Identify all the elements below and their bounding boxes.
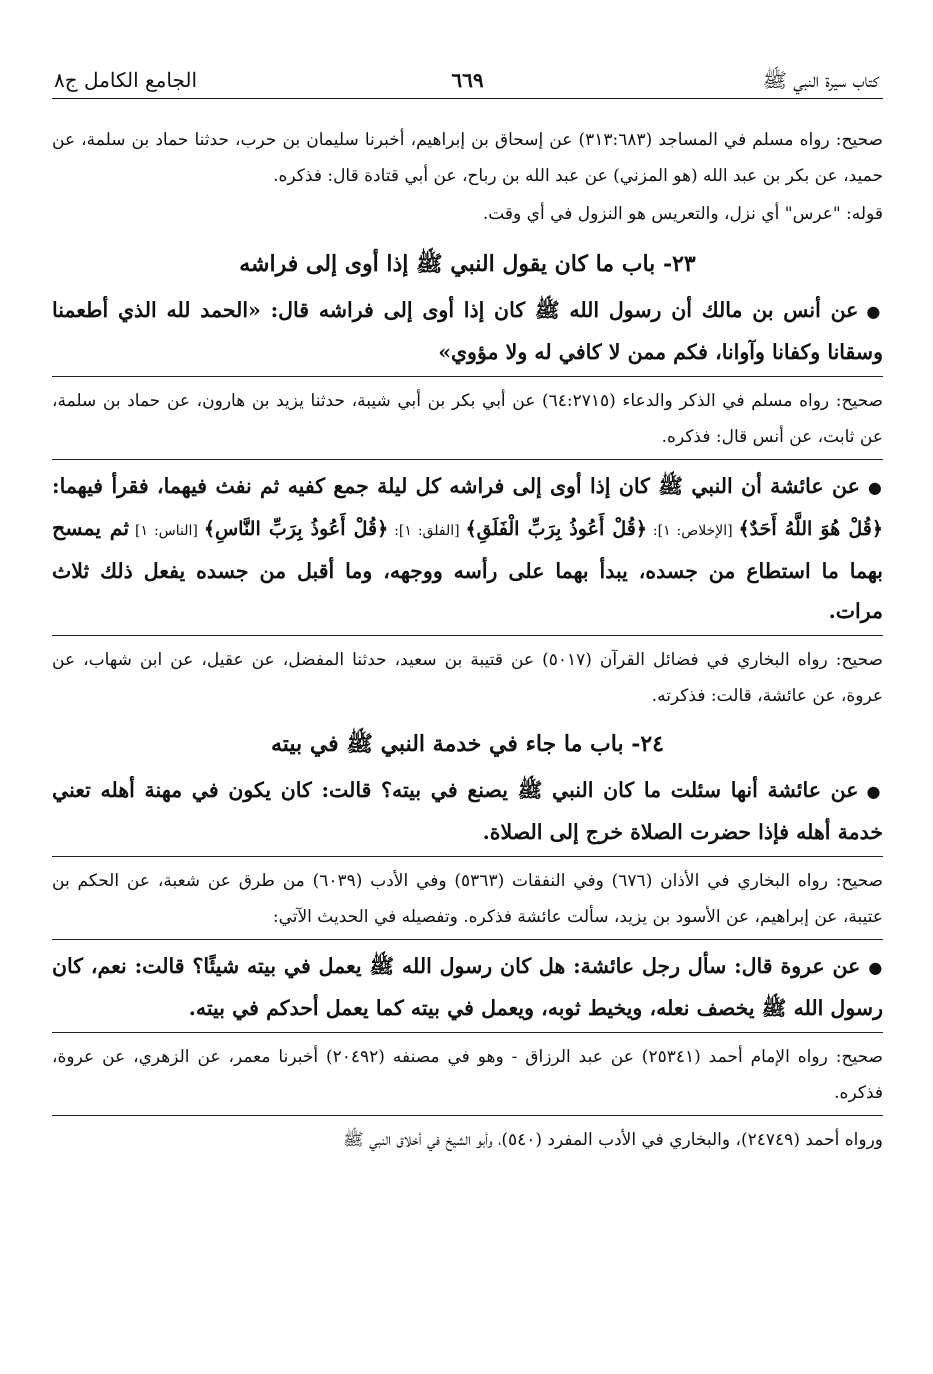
verse-reference: [الناس: ١] bbox=[129, 523, 204, 539]
verse-reference: [الفلق: ١]: bbox=[388, 523, 466, 539]
series-title: الجامع الكامل ج٨ bbox=[54, 68, 198, 92]
takhrij-note: صحيح: رواه الإمام أحمد (٢٥٣٤١) عن عبد الرزاق - وهو في مصنفه (٢٠٤٩٢) أخبرنا معمر، عن الزهري، عن عروة، فذكره. bbox=[52, 1047, 883, 1103]
running-header bbox=[52, 62, 883, 99]
separator-rule bbox=[52, 1032, 883, 1033]
separator-rule bbox=[52, 1115, 883, 1116]
quran-verse: ﴿قُلْ أَعُوذُ بِرَبِّ النَّاسِ﴾ bbox=[203, 518, 389, 540]
book-title: كتاب سيرة النبي ﷺ bbox=[762, 68, 879, 92]
hadith-body: عن عائشة أنها سئلت ما كان النبي ﷺ يصنع في بيته؟ قالت: كان يكون في مهنة أهله تعني خدمة أهله فإذا حضرت الصلاة خرج إلى الصلاة. bbox=[52, 778, 883, 844]
hadith-body: عن عروة قال: سأل رجل عائشة: هل كان رسول الله ﷺ يعمل في بيته شيئًا؟ قالت: نعم، كان رسول الله ﷺ يخصف نعله، ويخيط ثوبه، ويعمل في بيته كما يعمل أحدكم في بيته. bbox=[52, 954, 883, 1020]
hadith-body: عن أنس بن مالك أن رسول الله ﷺ كان إذا أوى إلى فراشه قال: «الحمد لله الذي أطعمنا وسقانا وكفانا وآوانا، فكم ممن لا كافي له ولا مؤوي» bbox=[52, 298, 883, 364]
bullet-icon: ● bbox=[867, 478, 883, 497]
page-content bbox=[52, 122, 883, 1158]
verse-reference: [الإخلاص: ١]: bbox=[646, 523, 739, 539]
quran-verse: ﴿قُلْ أَعُوذُ بِرَبِّ الْفَلَقِ﴾ bbox=[465, 518, 647, 540]
hadith-body: ثم يمسح بهما ما استطاع من جسده، يبدأ بهما على رأسه ووجهه، وما أقبل من جسده يفعل ذلك ثلاث مرات. bbox=[52, 516, 883, 623]
takhrij-note: صحيح: رواه مسلم في المساجد (٣١٣:٦٨٣) عن إسحاق بن إبراهيم، أخبرنا سليمان بن حرب، حدثنا حماد بن سلمة، عن حميد، عن بكر بن عبد الله (هو المزني) عن عبد الله بن رباح، عن أبي قتادة قال: فذكره. bbox=[52, 130, 883, 186]
chapter-heading-23: ٢٣- باب ما كان يقول النبي ﷺ إذا أوى إلى فراشه bbox=[239, 251, 696, 277]
separator-rule bbox=[52, 856, 883, 857]
hadith-text bbox=[52, 770, 883, 852]
bullet-icon: ● bbox=[868, 958, 883, 977]
bullet-icon: ● bbox=[866, 302, 884, 321]
separator-rule bbox=[52, 635, 883, 636]
separator-rule bbox=[52, 459, 883, 460]
separator-rule bbox=[52, 376, 883, 377]
hadith-body: عن عائشة أن النبي ﷺ كان إذا أوى إلى فراشه كل ليلة جمع كفيه ثم نفث فيهما، فقرأ فيهما: bbox=[52, 474, 860, 498]
gloss-note: قوله: "عرس" أي نزل، والتعريس هو النزول في أي وقت. bbox=[482, 204, 883, 224]
separator-rule bbox=[52, 939, 883, 940]
page-number: ٦٦٩ bbox=[451, 68, 484, 92]
hadith-text bbox=[52, 946, 883, 1028]
chapter-heading-24: ٢٤- باب ما جاء في خدمة النبي ﷺ في بيته bbox=[270, 731, 664, 757]
bullet-icon: ● bbox=[866, 782, 883, 801]
takhrij-note: صحيح: رواه مسلم في الذكر والدعاء (٦٤:٢٧١٥) عن أبي بكر بن أبي شيبة، حدثنا يزيد بن هارون، عن حماد بن سلمة، عن ثابت، عن أنس قال: فذكره. bbox=[52, 391, 883, 447]
hadith-text bbox=[52, 290, 883, 372]
quran-verse: ﴿قُلْ هُوَ اللَّهُ أَحَدٌ﴾ bbox=[738, 518, 883, 540]
takhrij-note: ورواه أحمد (٢٤٧٤٩)، والبخاري في الأدب المفرد (٥٤٠)، وأبو الشيخ في أخلاق النبي ﷺ bbox=[343, 1130, 883, 1150]
takhrij-note: صحيح: رواه البخاري في فضائل القرآن (٥٠١٧) عن قتيبة بن سعيد، حدثنا المفضل، عن عقيل، عن ابن شهاب، عن عروة، عن عائشة، قالت: فذكرته. bbox=[52, 650, 883, 706]
hadith-text bbox=[52, 466, 883, 631]
takhrij-note: صحيح: رواه البخاري في الأذان (٦٧٦) وفي النفقات (٥٣٦٣) وفي الأدب (٦٠٣٩) من طرق عن شعبة، عن الحكم بن عتيبة، عن إبراهيم، عن الأسود بن يزيد، سألت عائشة فذكره. وتفصيله في الحديث الآتي: bbox=[52, 871, 883, 927]
